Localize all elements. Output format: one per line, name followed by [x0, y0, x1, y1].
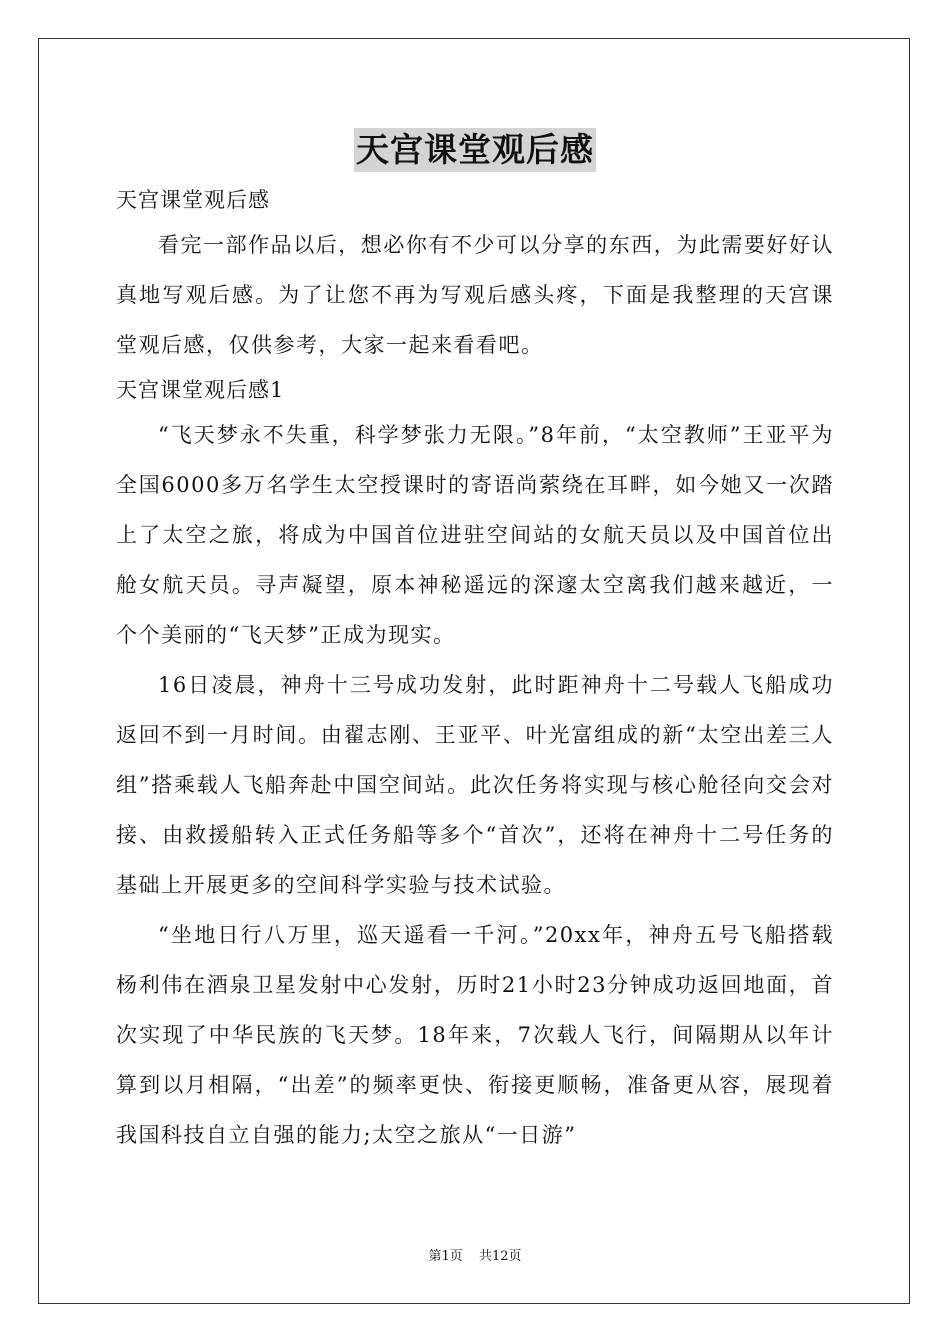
document-body: [116, 180, 834, 1160]
body-paragraph: “坐地日行八万里，巡天遥看一千河。”20xx年，神舟五号飞船搭载杨利伟在酒泉卫星发射中心发射，历时21小时23分钟成功返回地面，首次实现了中华民族的飞天梦。18年来，7次载人飞行，间隔期从以年计算到以月相隔，“出差”的频率更快、衔接更顺畅，准备更从容，展现着我国科技自立自强的能力;太空之旅从“一日游”: [116, 923, 834, 1147]
document-title: 天宫课堂观后感: [354, 128, 596, 172]
page-number: 第1页: [428, 1249, 463, 1264]
body-paragraph: 16日凌晨，神舟十三号成功发射，此时距神舟十二号载人飞船成功返回不到一月时间。由翟志刚、王亚平、叶光富组成的新“太空出差三人组”搭乘载人飞船奔赴中国空间站。此次任务将实现与核心舱径向交会对接、由救援船转入正式任务船等多个“首次”，还将在神舟十二号任务的基础上开展更多的空间科学实验与技术试验。: [116, 673, 834, 897]
body-paragraph: “飞天梦永不失重，科学梦张力无限。”8年前，“太空教师”王亚平为全国6000多万名学生太空授课时的寄语尚萦绕在耳畔，如今她又一次踏上了太空之旅，将成为中国首位进驻空间站的女航天员以及中国首位出舱女航天员。寻声凝望，原本神秘遥远的深邃太空离我们越来越近，一个个美丽的“飞天梦”正成为现实。: [116, 423, 834, 647]
intro-paragraph: 看完一部作品以后，想必你有不少可以分享的东西，为此需要好好认真地写观后感。为了让您不再为写观后感头疼，下面是我整理的天宫课堂观后感，仅供参考，大家一起来看看吧。: [116, 233, 834, 357]
page-total: 共12页: [478, 1249, 522, 1264]
section-heading: 天宫课堂观后感1: [116, 378, 285, 402]
page-footer: [0, 1248, 950, 1266]
title-container: [0, 128, 950, 172]
document-subtitle: 天宫课堂观后感: [116, 188, 270, 212]
